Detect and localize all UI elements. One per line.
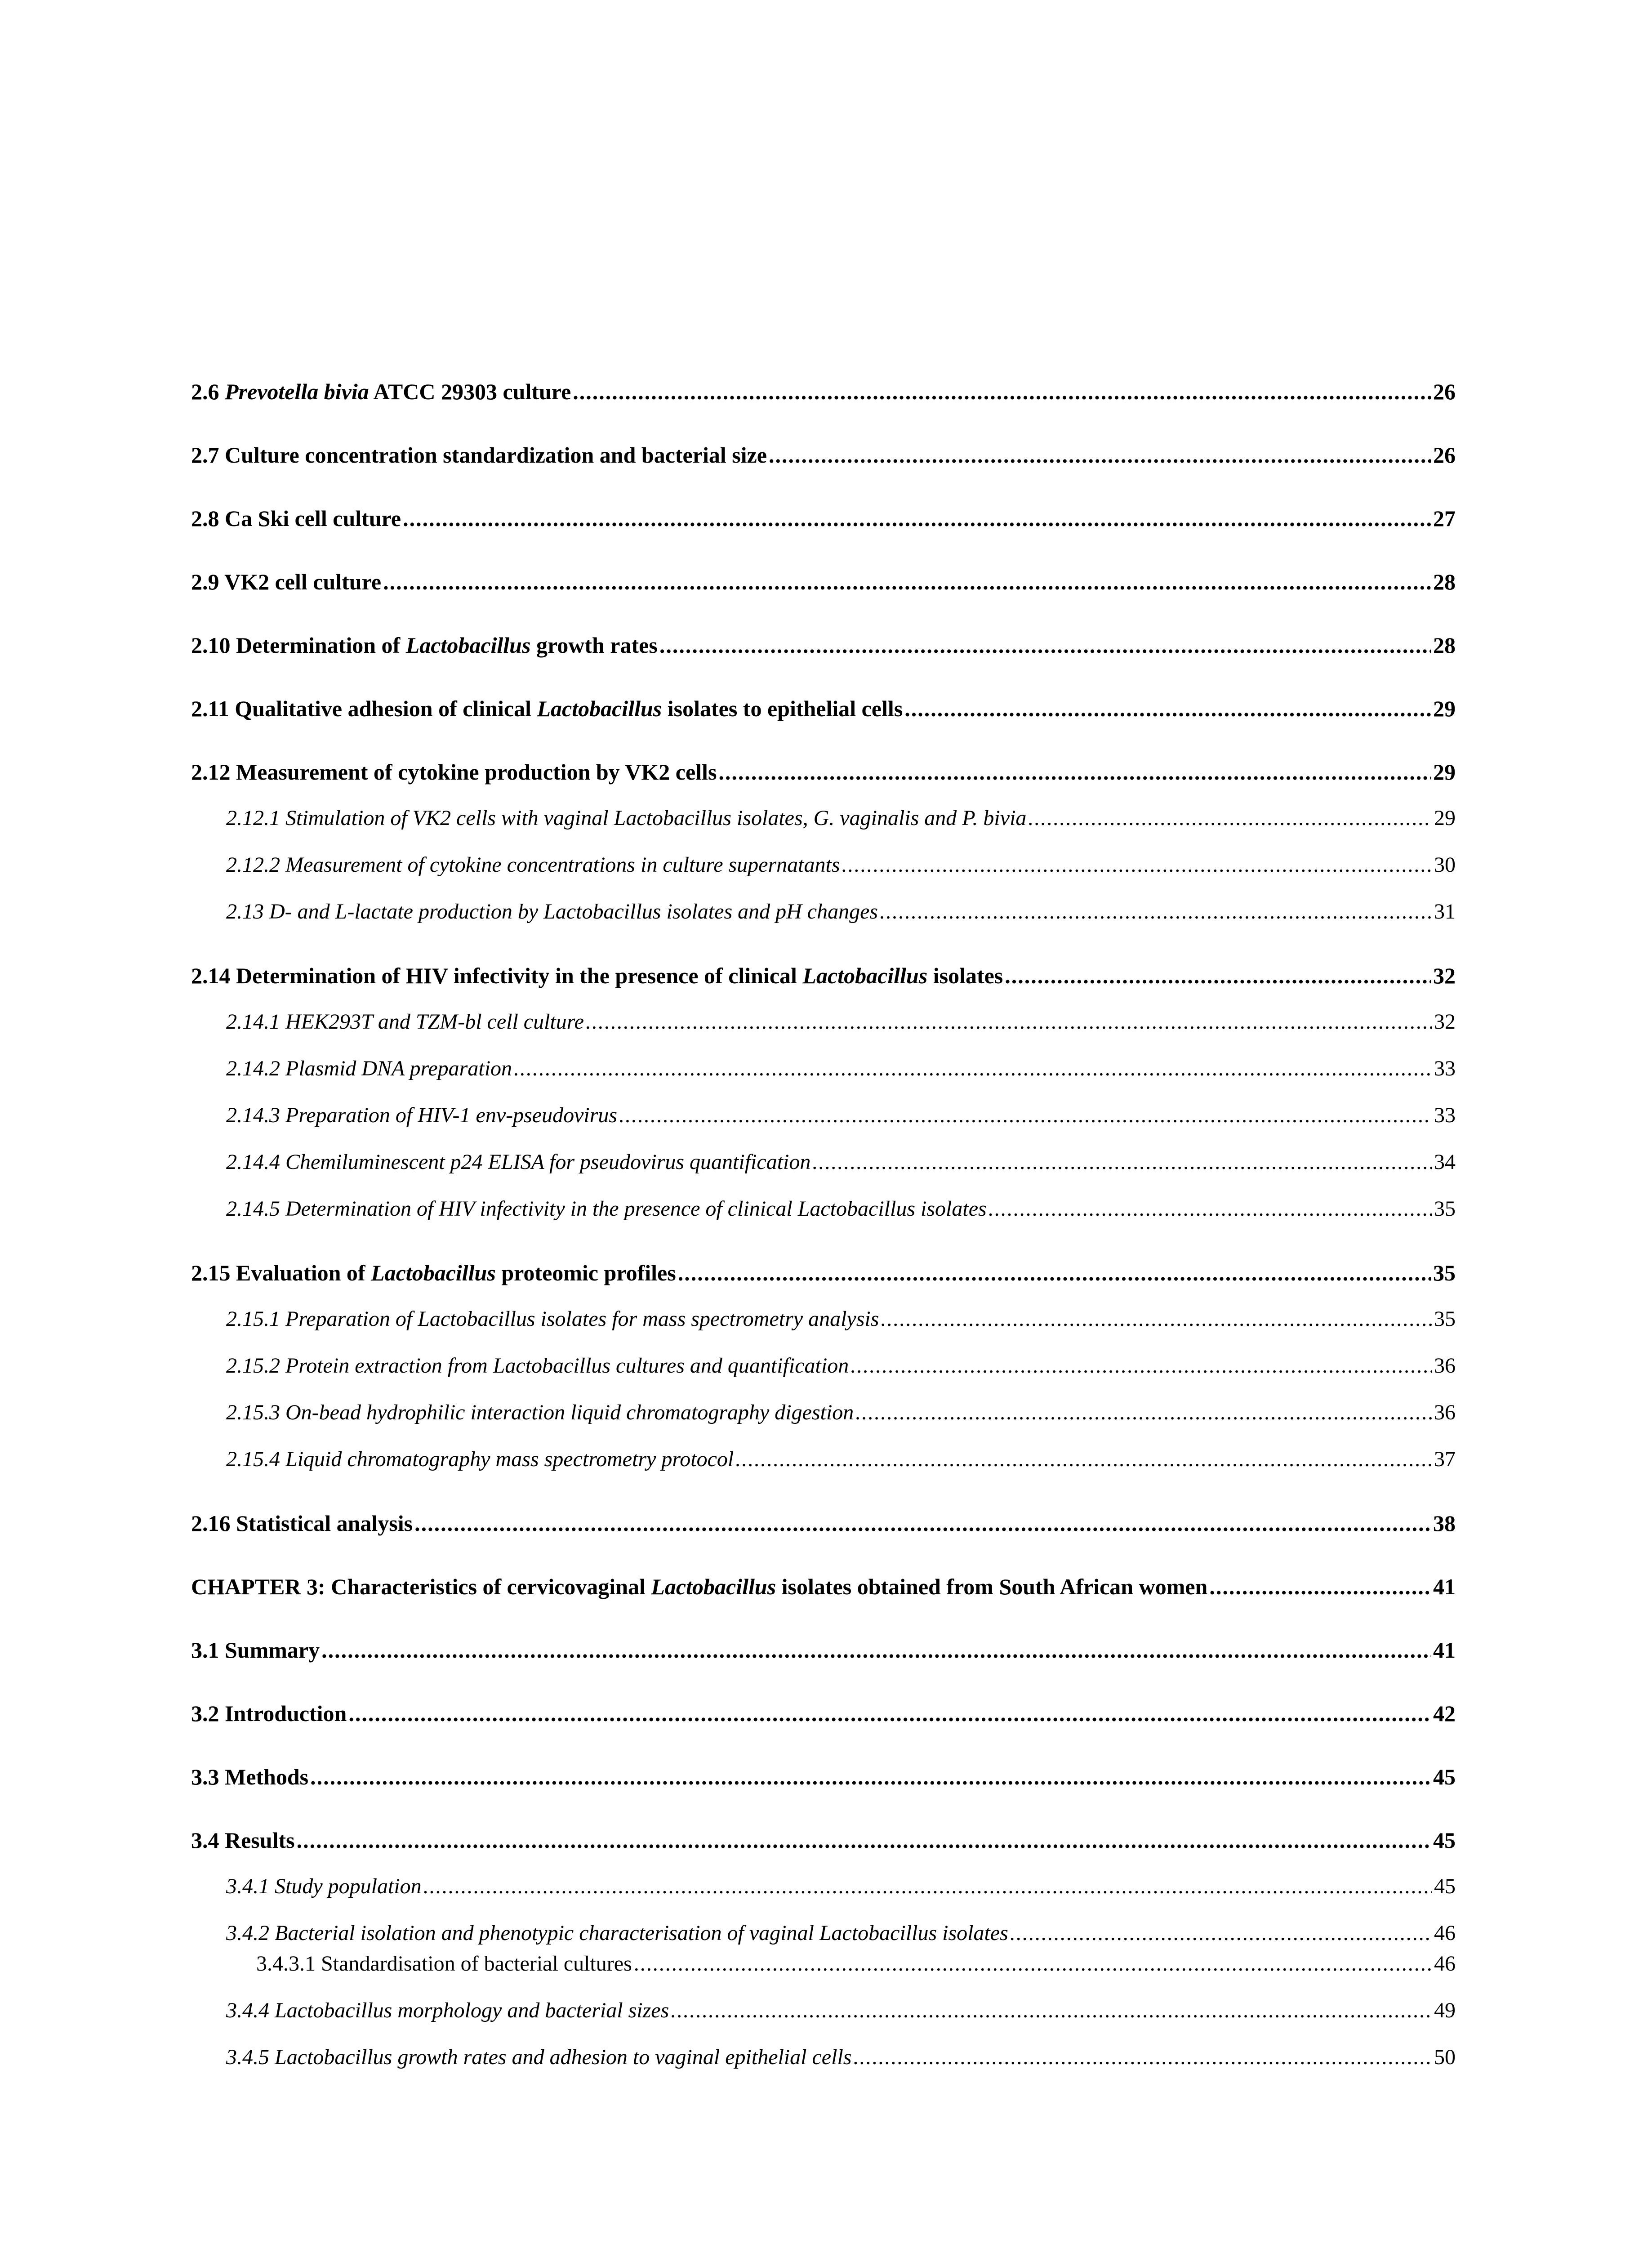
toc-title-part: 3.4.5 Lactobacillus growth rates and adhesion to vaginal epithelial cells (226, 2045, 852, 2069)
toc-entry[interactable] (191, 963, 1456, 989)
toc-entry[interactable] (191, 1637, 1456, 1663)
toc-title-part: 2.14 Determination of HIV infectivity in the presence of clinical (191, 963, 803, 988)
toc-title-part: ATCC 29303 culture (369, 379, 571, 404)
toc-page-number: 41 (1433, 1574, 1456, 1599)
toc-entry[interactable] (226, 1998, 1456, 2023)
toc-title-italic-part: Lactobacillus (405, 633, 531, 658)
dot-leader (514, 1056, 1432, 1081)
toc-entry-title (226, 806, 1026, 830)
toc-title-part: 3.4.3.1 Standardisation of bacterial cultures (256, 1952, 632, 1976)
toc-entry-title (191, 696, 903, 722)
toc-entry-title (256, 1951, 632, 1976)
dot-leader (573, 379, 1431, 405)
dot-leader (1209, 1574, 1431, 1600)
toc-title-part: 2.12.2 Measurement of cytokine concentrations in culture supernatants (226, 853, 840, 877)
toc-entry[interactable] (191, 379, 1456, 405)
toc-title-part: 2.12.1 Stimulation of VK2 cells with vaginal Lactobacillus isolates, G. vaginalis and P. bivia (226, 806, 1027, 830)
toc-title-part: 2.11 Qualitative adhesion of clinical (191, 696, 537, 721)
toc-page-number: 33 (1434, 1103, 1456, 1127)
dot-leader (403, 505, 1431, 531)
toc-title-part: isolates obtained from South African women (776, 1574, 1208, 1599)
toc-entry[interactable] (191, 759, 1456, 785)
toc-entry[interactable] (226, 899, 1456, 924)
toc-page-number: 28 (1433, 633, 1456, 658)
toc-title-part: 3.4 Results (191, 1828, 295, 1853)
toc-entry-title (226, 1150, 810, 1174)
dot-leader (297, 1827, 1431, 1853)
dot-leader (989, 1196, 1432, 1221)
toc-entry[interactable] (191, 1700, 1456, 1726)
dot-leader (619, 1103, 1432, 1128)
toc-entry[interactable] (226, 1056, 1456, 1081)
toc-title-part: 2.9 VK2 cell culture (191, 569, 382, 594)
toc-page-number: 36 (1434, 1354, 1456, 1378)
toc-page-number: 32 (1434, 1010, 1456, 1034)
toc-title-part: proteomic profiles (495, 1260, 676, 1285)
dot-leader (735, 1447, 1432, 1472)
toc-title-italic-part: Lactobacillus (802, 963, 928, 988)
toc-entry-title (226, 2045, 851, 2070)
dot-leader (1005, 963, 1431, 989)
toc-entry[interactable] (226, 806, 1456, 830)
dot-leader (842, 852, 1432, 877)
toc-page-number: 36 (1434, 1401, 1456, 1424)
toc-page-number: 41 (1433, 1637, 1456, 1663)
dot-leader (1010, 1921, 1432, 1945)
toc-entry[interactable] (191, 632, 1456, 658)
dot-leader (383, 569, 1431, 595)
toc-entry-title (226, 1196, 987, 1221)
toc-entry-title (191, 1827, 295, 1853)
dot-leader (423, 1874, 1432, 1899)
toc-entry[interactable] (191, 1574, 1456, 1600)
toc-title-italic-part: Lactobacillus (537, 696, 662, 721)
toc-title-part: 3.4.4 Lactobacillus morphology and bacterial sizes (226, 1998, 669, 2022)
toc-title-part: isolates (927, 963, 1003, 988)
toc-title-part: 3.2 Introduction (191, 1701, 347, 1726)
toc-title-part: CHAPTER 3: Characteristics of cervicovaginal (191, 1574, 651, 1599)
toc-title-italic-part: Prevotella bivia (225, 379, 369, 404)
toc-entry[interactable] (226, 2045, 1456, 2070)
toc-page-number: 50 (1434, 2045, 1456, 2069)
toc-title-part: 2.6 (191, 379, 225, 404)
toc-page-number: 33 (1434, 1057, 1456, 1080)
toc-entry-title (226, 852, 840, 877)
toc-entry-title (226, 1056, 512, 1081)
toc-title-part: 3.1 Summary (191, 1637, 320, 1663)
toc-title-italic-part: Lactobacillus (651, 1574, 776, 1599)
toc-entry-title (191, 632, 658, 658)
dot-leader (310, 1764, 1431, 1790)
dot-leader (812, 1150, 1432, 1174)
toc-page-number: 34 (1434, 1150, 1456, 1174)
toc-entry-title (226, 1307, 879, 1331)
toc-title-part: 2.7 Culture concentration standardization and bacterial size (191, 442, 767, 468)
toc-title-part: 2.10 Determination of (191, 633, 406, 658)
toc-entry-title (226, 1400, 854, 1425)
toc-entry[interactable] (226, 1921, 1456, 1945)
toc-entry-title (191, 505, 401, 531)
toc-entry-title (226, 1447, 734, 1472)
toc-entry-title (191, 1260, 676, 1286)
toc-page-number: 32 (1433, 963, 1456, 988)
toc-page-number: 38 (1433, 1511, 1456, 1536)
dot-leader (634, 1951, 1432, 1976)
toc-title-part: growth rates (530, 633, 658, 658)
dot-leader (718, 759, 1431, 785)
dot-leader (855, 1400, 1432, 1425)
toc-entry[interactable] (226, 1009, 1456, 1034)
toc-title-part: 2.16 Statistical analysis (191, 1511, 413, 1536)
toc-page-number: 26 (1433, 442, 1456, 468)
toc-page-number: 29 (1433, 696, 1456, 721)
toc-page-number: 45 (1433, 1764, 1456, 1789)
toc-title-part: 2.13 D- and L-lactate production by Lactobacillus isolates and pH changes (226, 900, 878, 923)
toc-page-number: 29 (1433, 759, 1456, 785)
dot-leader (678, 1260, 1431, 1286)
toc-title-italic-part: Lactobacillus (371, 1260, 496, 1285)
toc-title-part: 2.15.4 Liquid chromatography mass spectrometry protocol (226, 1447, 734, 1471)
dot-leader (414, 1510, 1431, 1536)
toc-entry-title (226, 899, 878, 924)
toc-page-number: 27 (1433, 506, 1456, 531)
toc-entry[interactable] (226, 1874, 1456, 1899)
toc-entry[interactable] (226, 1353, 1456, 1378)
toc-title-part: 2.14.3 Preparation of HIV-1 env-pseudovirus (226, 1103, 618, 1127)
dot-leader (769, 442, 1431, 468)
toc-entry-title (226, 1874, 422, 1899)
toc-entry-title (191, 963, 1003, 989)
toc-title-part: 2.14.5 Determination of HIV infectivity in the presence of clinical Lactobacillus isolates (226, 1197, 987, 1221)
toc-page-number: 28 (1433, 569, 1456, 594)
toc-entry-title (191, 1700, 347, 1726)
toc-entry[interactable] (226, 1307, 1456, 1331)
toc-entry[interactable] (226, 1103, 1456, 1128)
toc-page-number: 30 (1434, 853, 1456, 877)
toc-entry[interactable] (226, 1150, 1456, 1174)
toc-page-number: 35 (1434, 1197, 1456, 1221)
toc-entry-title (226, 1009, 584, 1034)
toc-title-part: isolates to epithelial cells (662, 696, 903, 721)
dot-leader (881, 1307, 1432, 1331)
toc-entry-title (226, 1998, 669, 2023)
toc-entry[interactable] (226, 1447, 1456, 1472)
toc-title-part: 2.15 Evaluation of (191, 1260, 371, 1285)
toc-entry-title (191, 1574, 1207, 1600)
toc-title-part: 2.15.1 Preparation of Lactobacillus isolates for mass spectrometry analysis (226, 1307, 879, 1331)
toc-entry[interactable] (191, 569, 1456, 595)
toc-page-number: 26 (1433, 379, 1456, 404)
toc-title-part: 2.8 Ca Ski cell culture (191, 506, 401, 531)
toc-title-part: 2.15.3 On-bead hydrophilic interaction liquid chromatography digestion (226, 1401, 854, 1424)
toc-page-number: 31 (1434, 900, 1456, 923)
toc-entry[interactable] (191, 1510, 1456, 1536)
toc-page-number: 46 (1434, 1952, 1456, 1976)
toc-page-number: 29 (1434, 806, 1456, 830)
toc-page-number: 42 (1433, 1701, 1456, 1726)
toc-title-part: 3.4.1 Study population (226, 1874, 422, 1898)
dot-leader (1028, 806, 1432, 830)
toc-page-number: 37 (1434, 1447, 1456, 1471)
toc-entry[interactable] (256, 1951, 1456, 1976)
toc-title-part: 2.14.1 HEK293T and TZM-bl cell culture (226, 1010, 584, 1034)
toc-entry[interactable] (191, 442, 1456, 468)
toc-entry[interactable] (191, 1827, 1456, 1853)
toc-entry-title (226, 1103, 617, 1128)
toc-title-part: 3.4.2 Bacterial isolation and phenotypic characterisation of vaginal Lactobacillus isolates (226, 1921, 1008, 1945)
toc-title-part: 2.12 Measurement of cytokine production by VK2 cells (191, 759, 717, 785)
dot-leader (853, 2045, 1432, 2070)
toc-entry[interactable] (191, 1260, 1456, 1286)
dot-leader (348, 1700, 1431, 1726)
dot-leader (659, 632, 1431, 658)
toc-entry[interactable] (191, 505, 1456, 531)
dot-leader (880, 899, 1432, 924)
dot-leader (321, 1637, 1431, 1663)
toc-entry-title (191, 1637, 320, 1663)
toc-entry-title (226, 1921, 1008, 1945)
toc-title-part: 3.3 Methods (191, 1764, 309, 1789)
toc-page-number: 35 (1434, 1307, 1456, 1331)
dot-leader (671, 1998, 1432, 2023)
toc-page-number: 46 (1434, 1921, 1456, 1945)
toc-entry-title (191, 759, 717, 785)
toc-entry-title (191, 1764, 308, 1790)
toc-entry[interactable] (226, 1196, 1456, 1221)
toc-page-number: 45 (1433, 1828, 1456, 1853)
toc-title-part: 2.14.2 Plasmid DNA preparation (226, 1057, 512, 1080)
dot-leader (904, 696, 1431, 722)
toc-entry[interactable] (226, 852, 1456, 877)
dot-leader (586, 1009, 1432, 1034)
toc-entry[interactable] (191, 1764, 1456, 1790)
toc-page-number: 35 (1433, 1260, 1456, 1285)
toc-entry-title (191, 1510, 413, 1536)
toc-title-part: 2.14.4 Chemiluminescent p24 ELISA for pseudovirus quantification (226, 1150, 811, 1174)
toc-page-number: 45 (1434, 1874, 1456, 1898)
dot-leader (850, 1353, 1432, 1378)
toc-page-number: 49 (1434, 1998, 1456, 2022)
toc-entry[interactable] (191, 696, 1456, 722)
toc-entry-title (191, 379, 571, 405)
toc-entry-title (226, 1353, 849, 1378)
toc-entry[interactable] (226, 1400, 1456, 1425)
toc-title-part: 2.15.2 Protein extraction from Lactobacillus cultures and quantification (226, 1354, 849, 1378)
toc-entry-title (191, 442, 767, 468)
toc-entry-title (191, 569, 381, 595)
